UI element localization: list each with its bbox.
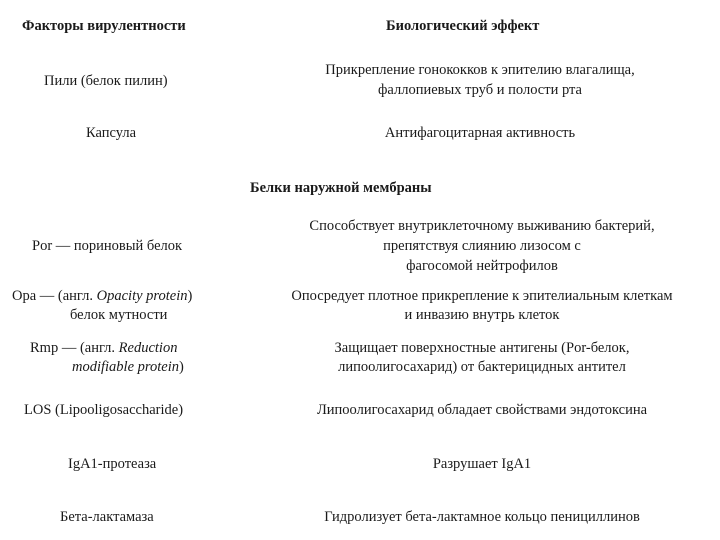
effect-pili-line1: Прикрепление гонококков к эпителию влагалища, <box>325 62 635 78</box>
effect-por-line3: фагосомой нейтрофилов <box>406 258 558 274</box>
factor-beta-lactamase: Бета-лактамаза <box>60 509 154 525</box>
factor-opa-italic: Opacity protein <box>96 288 188 304</box>
factor-iga1-protease: IgA1-протеаза <box>68 456 157 472</box>
factor-rmp-line2-italic: modifiable protein <box>72 359 179 375</box>
effect-rmp-line1: Защищает поверхностные антигены (Por-белок, <box>334 340 630 356</box>
factor-por: Por — пориновый белок <box>32 238 183 254</box>
effect-los: Липоолигосахарид обладает свойствами эндотоксина <box>316 402 648 418</box>
factor-opa-prefix: Opa — (англ. <box>12 288 97 304</box>
factor-rmp-line2-suffix: ) <box>179 359 184 375</box>
factor-opa-line2: белок мутности <box>70 307 168 323</box>
factor-pili: Пили (белок пилин) <box>44 73 168 89</box>
factor-los: LOS (Lipooligosaccharide) <box>24 402 184 418</box>
effect-opa-line2: и инвазию внутрь клеток <box>404 307 560 323</box>
factor-capsule: Капсула <box>86 125 137 141</box>
section-title-outer-membrane: Белки наружной мембраны <box>250 180 432 196</box>
effect-capsule: Антифагоцитарная активность <box>384 125 576 141</box>
effect-pili-line2: фаллопиевых труб и полости рта <box>378 82 582 98</box>
factor-rmp-line1 <box>30 338 177 358</box>
header-factors: Факторы вирулентности <box>22 18 186 34</box>
effect-por-line2: препятствуя слиянию лизосом с <box>383 238 581 254</box>
effect-opa-line1: Опосредует плотное прикрепление к эпителиальным клеткам <box>291 288 673 304</box>
effect-por-line1: Способствует внутриклеточному выживанию бактерий, <box>309 218 655 234</box>
effect-beta-lactamase: Гидролизует бета-лактамное кольцо пенициллинов <box>324 509 640 525</box>
header-effect: Биологический эффект <box>386 18 540 34</box>
factor-rmp-italic: Reduction <box>118 340 178 356</box>
factor-rmp-line2 <box>72 357 184 377</box>
effect-rmp-line2: липоолигосахарид) от бактерицидных антител <box>338 359 626 375</box>
factor-opa-suffix: ) <box>187 288 193 304</box>
factor-opa-line1 <box>12 286 192 306</box>
factor-rmp-prefix: Rmp — (англ. <box>30 340 119 356</box>
effect-iga1-protease: Разрушает IgA1 <box>432 456 532 472</box>
